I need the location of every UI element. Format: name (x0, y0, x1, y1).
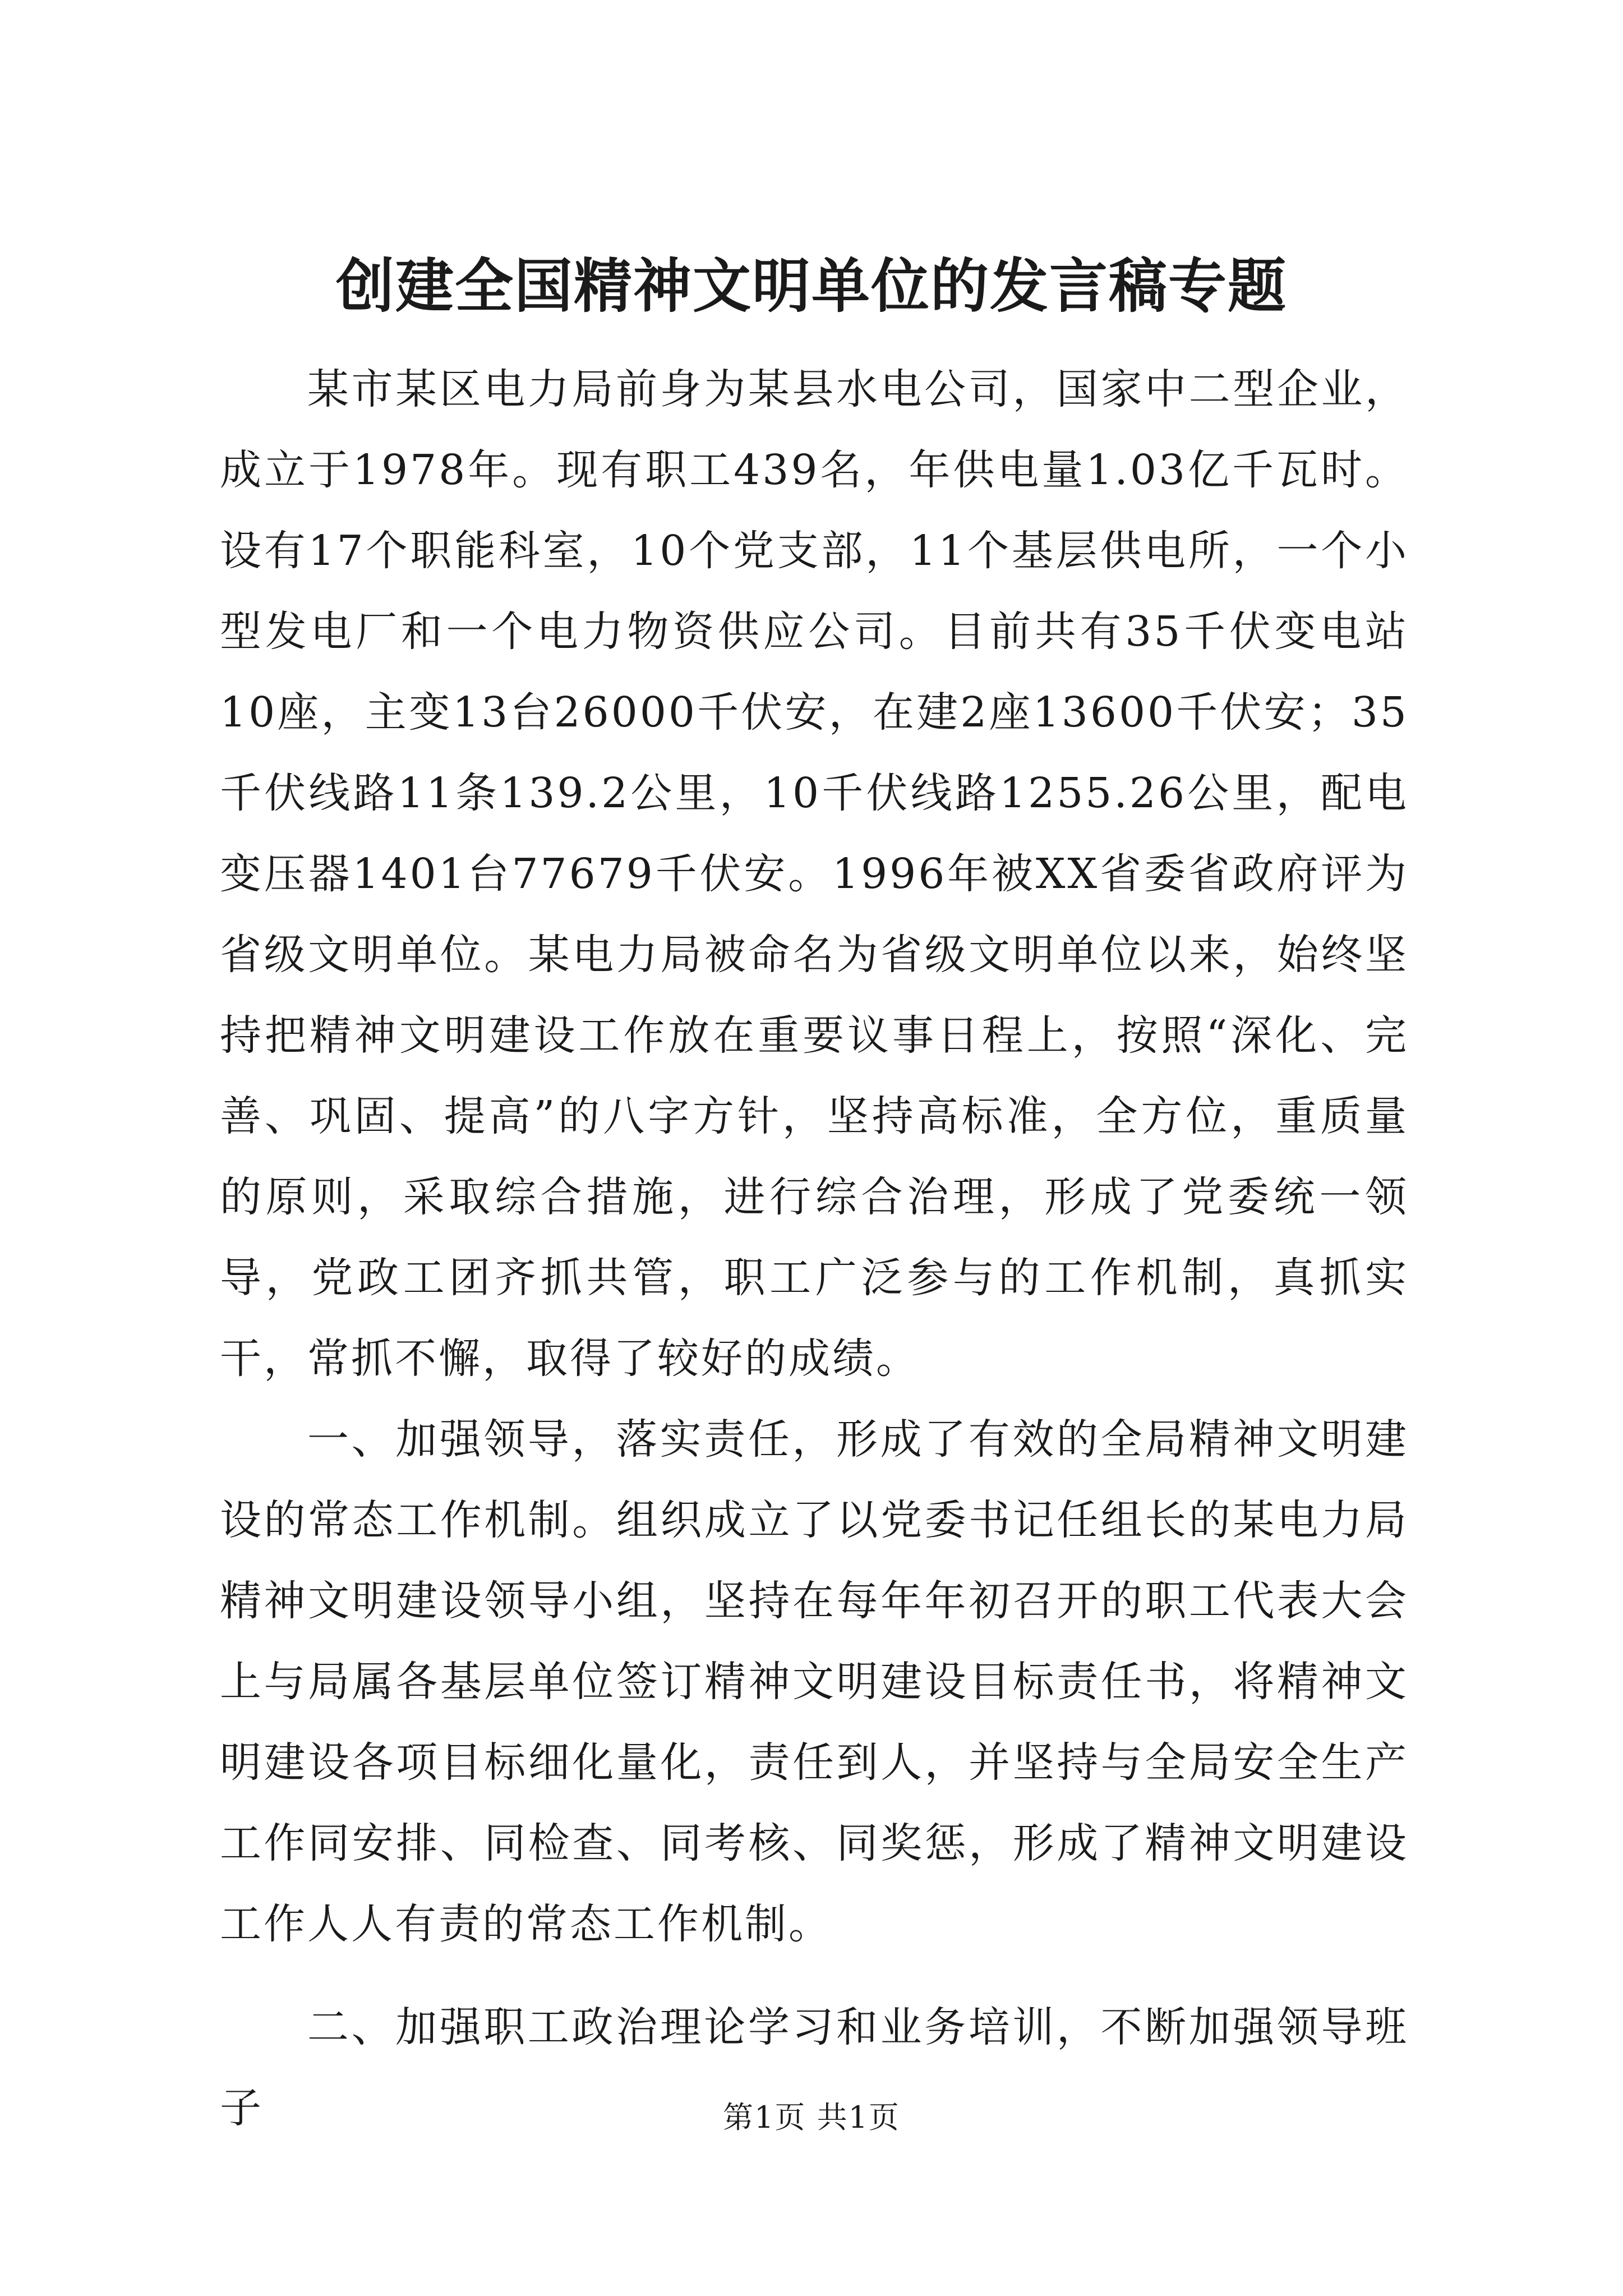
document-body (220, 349, 1409, 2148)
page-footer: 第1页 共1页 (723, 2100, 900, 2135)
paragraph-section-1: 一、加强领导，落实责任，形成了有效的全局精神文明建设的常态工作机制。组织成立了以党委书记任组长的某电力局精神文明建设领导小组，坚持在每年年初召开的职工代表大会上与局属各基层单位签订精神文明建设目标责任书，将精神文明建设各项目标细化量化，责任到人，并坚持与全局安全生产工作同安排、同检查、同考核、同奖惩，形成了精神文明建设工作人人有责的常态工作机制。 (220, 1415, 1409, 1948)
document-title: 创建全国精神文明单位的发言稿专题 (335, 251, 1287, 320)
paragraph-intro: 某市某区电力局前身为某县水电公司，国家中二型企业，成立于1978年。现有职工439名，年供电量1.03亿千瓦时。设有17个职能科室，10个党支部，11个基层供电所，一个小型发电厂和一个电力物资供应公司。目前共有35千伏变电站10座，主变13台26000千伏安，在建2座13600千伏安；35千伏线路11条139.2公里，10千伏线路1255.26公里，配电变压器1401台77679千伏安。1996年被XX省委省政府评为省级文明单位。某电力局被命名为省级文明单位以来，始终坚持把精神文明建设工作放在重要议事日程上，按照“深化、完善、巩固、提高”的八字方针，坚持高标准，全方位，重质量的原则，采取综合措施，进行综合治理，形成了党委统一领导，党政工团齐抓共管，职工广泛参与的工作机制，真抓实干，常抓不懈，取得了较好的成绩。 (220, 365, 1409, 1383)
paragraph-section-2: 二、加强职工政治理论学习和业务培训，不断加强领导班子 (220, 2003, 1409, 2132)
